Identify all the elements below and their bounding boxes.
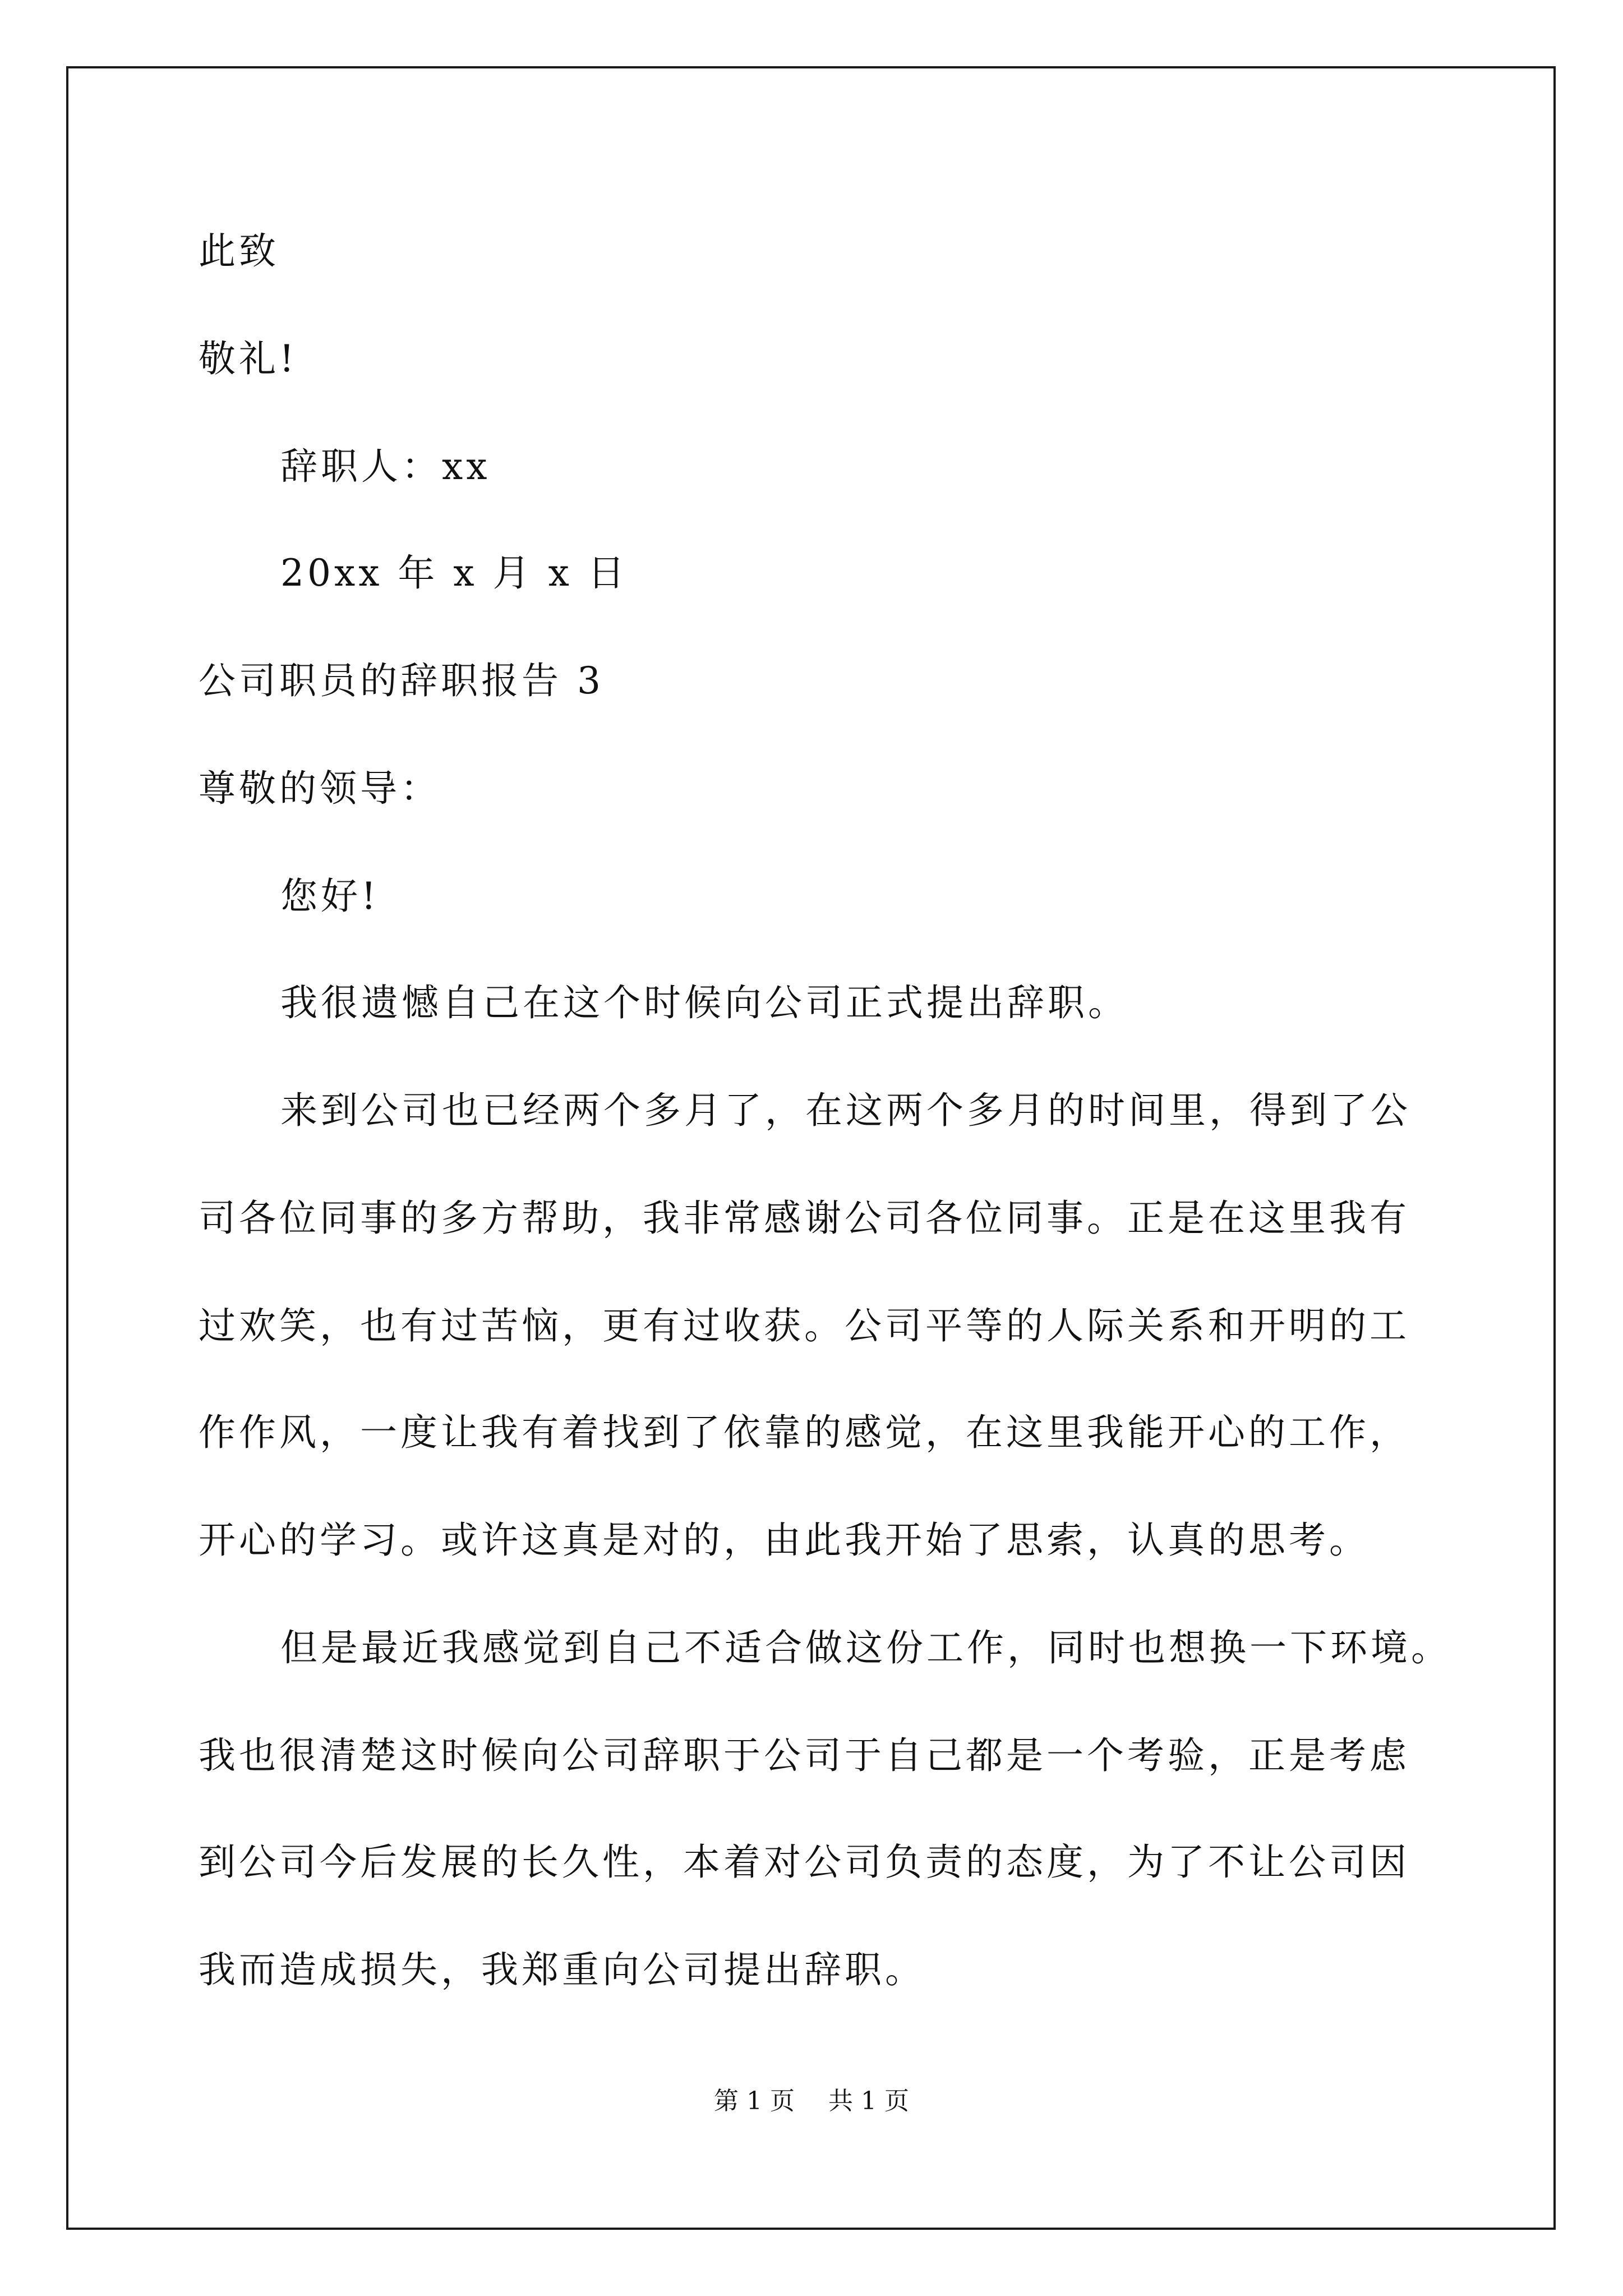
paragraph-line: 到公司今后发展的长久性，本着对公司负责的态度，为了不让公司因 (199, 1841, 1410, 1884)
greeting-line: 您好! (280, 875, 380, 918)
signature-name: 辞职人：xx (280, 445, 491, 488)
paragraph-line: 我而造成损失，我郑重向公司提出辞职。 (199, 1948, 925, 1991)
paragraph-line: 来到公司也已经两个多月了，在这两个多月的时间里，得到了公 (280, 1089, 1411, 1132)
paragraph-line: 开心的学习。或许这真是对的，由此我开始了思索，认真的思考。 (199, 1519, 1370, 1562)
closing-line: 此致 (199, 229, 279, 273)
section-heading: 公司职员的辞职报告 3 (199, 659, 604, 702)
page-footer (0, 2086, 1623, 2117)
page-number: 第 1 页 (714, 2087, 795, 2115)
signature-date: 20xx 年 x 月 x 日 (280, 551, 628, 595)
paragraph-line: 但是最近我感觉到自己不适合做这份工作，同时也想换一下环境。 (280, 1626, 1451, 1669)
paragraph-line: 我也很清楚这时候向公司辞职于公司于自己都是一个考验，正是考虑 (199, 1734, 1410, 1777)
paragraph-line: 作作风，一度让我有着找到了依靠的感觉，在这里我能开心的工作， (199, 1411, 1410, 1454)
paragraph-line: 过欢笑，也有过苦恼，更有过收获。公司平等的人际关系和开明的工 (199, 1304, 1410, 1347)
page-border (66, 66, 1556, 2230)
paragraph-line: 我很遗憾自己在这个时候向公司正式提出辞职。 (280, 981, 1128, 1024)
greeting-recipient: 尊敬的领导： (199, 767, 441, 810)
paragraph-line: 司各位同事的多方帮助，我非常感谢公司各位同事。正是在这里我有 (199, 1197, 1410, 1240)
page-total: 共 1 页 (828, 2087, 909, 2115)
salutation-line: 敬礼! (199, 337, 298, 380)
